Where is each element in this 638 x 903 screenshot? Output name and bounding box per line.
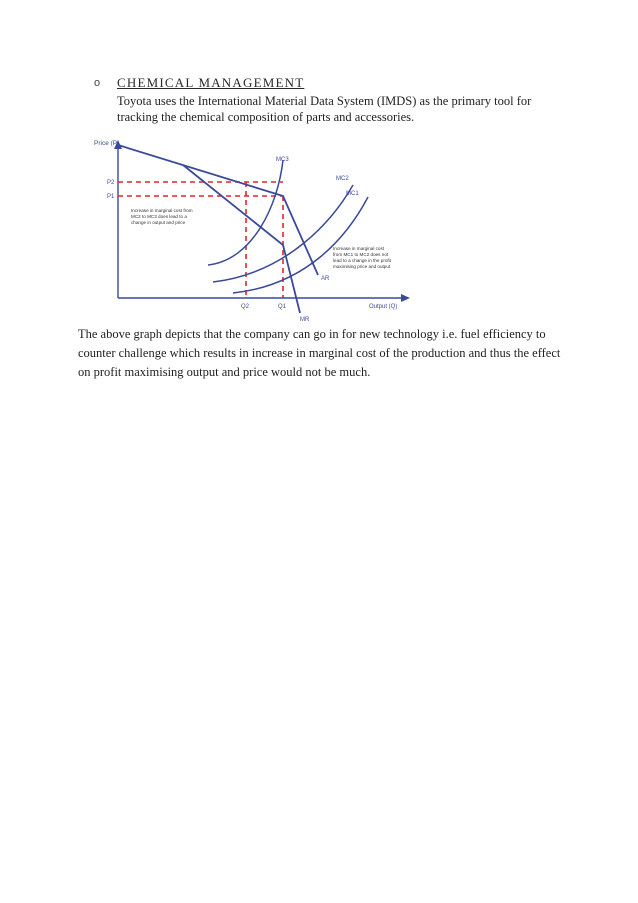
note-right xyxy=(333,246,392,269)
mc2-label: MC2 xyxy=(336,176,349,182)
mc3-label: MC3 xyxy=(276,157,289,163)
note-right-line: from MC1 to MC2 does not xyxy=(333,252,389,257)
body-paragraph: The above graph depicts that the company can go in for new technology i.e. fuel efficiency to counter challenge which results in increase in marginal cost of the production and thus the effect on profit maximising output and price would not be much. xyxy=(78,327,561,379)
note-right-line: Increase in marginal cost xyxy=(333,246,385,251)
marginal-cost-diagram xyxy=(78,135,418,325)
ar-label: AR xyxy=(321,276,330,282)
note-left xyxy=(131,208,194,225)
marginal-cost-diagram-svg xyxy=(78,135,418,325)
y-axis-label: Price (P) xyxy=(94,140,120,147)
p2-label: P2 xyxy=(107,180,115,186)
q1-label: Q1 xyxy=(278,304,287,310)
note-left-line: change in output and price xyxy=(131,220,186,225)
note-left-line: MC2 to MC3 does lead to a xyxy=(131,214,187,219)
note-right-line: maximising price and output xyxy=(333,264,391,269)
note-left-line: Increase in marginal cost from xyxy=(131,208,193,213)
p1-label: P1 xyxy=(107,194,115,200)
section-intro: Toyota uses the International Material Data System (IMDS) as the primary tool for tracking the chemical composition of parts and accessories. xyxy=(117,94,532,124)
mr-label: MR xyxy=(300,317,310,323)
note-right-line: lead to a change in the profit xyxy=(333,258,391,263)
list-bullet: o xyxy=(94,77,101,89)
section-heading: CHEMICAL MANAGEMENT xyxy=(117,75,305,90)
x-axis-label: Output (Q) xyxy=(369,304,398,310)
q2-label: Q2 xyxy=(241,304,250,310)
mc1-label: MC1 xyxy=(346,191,359,197)
x-axis-arrow xyxy=(401,294,410,302)
